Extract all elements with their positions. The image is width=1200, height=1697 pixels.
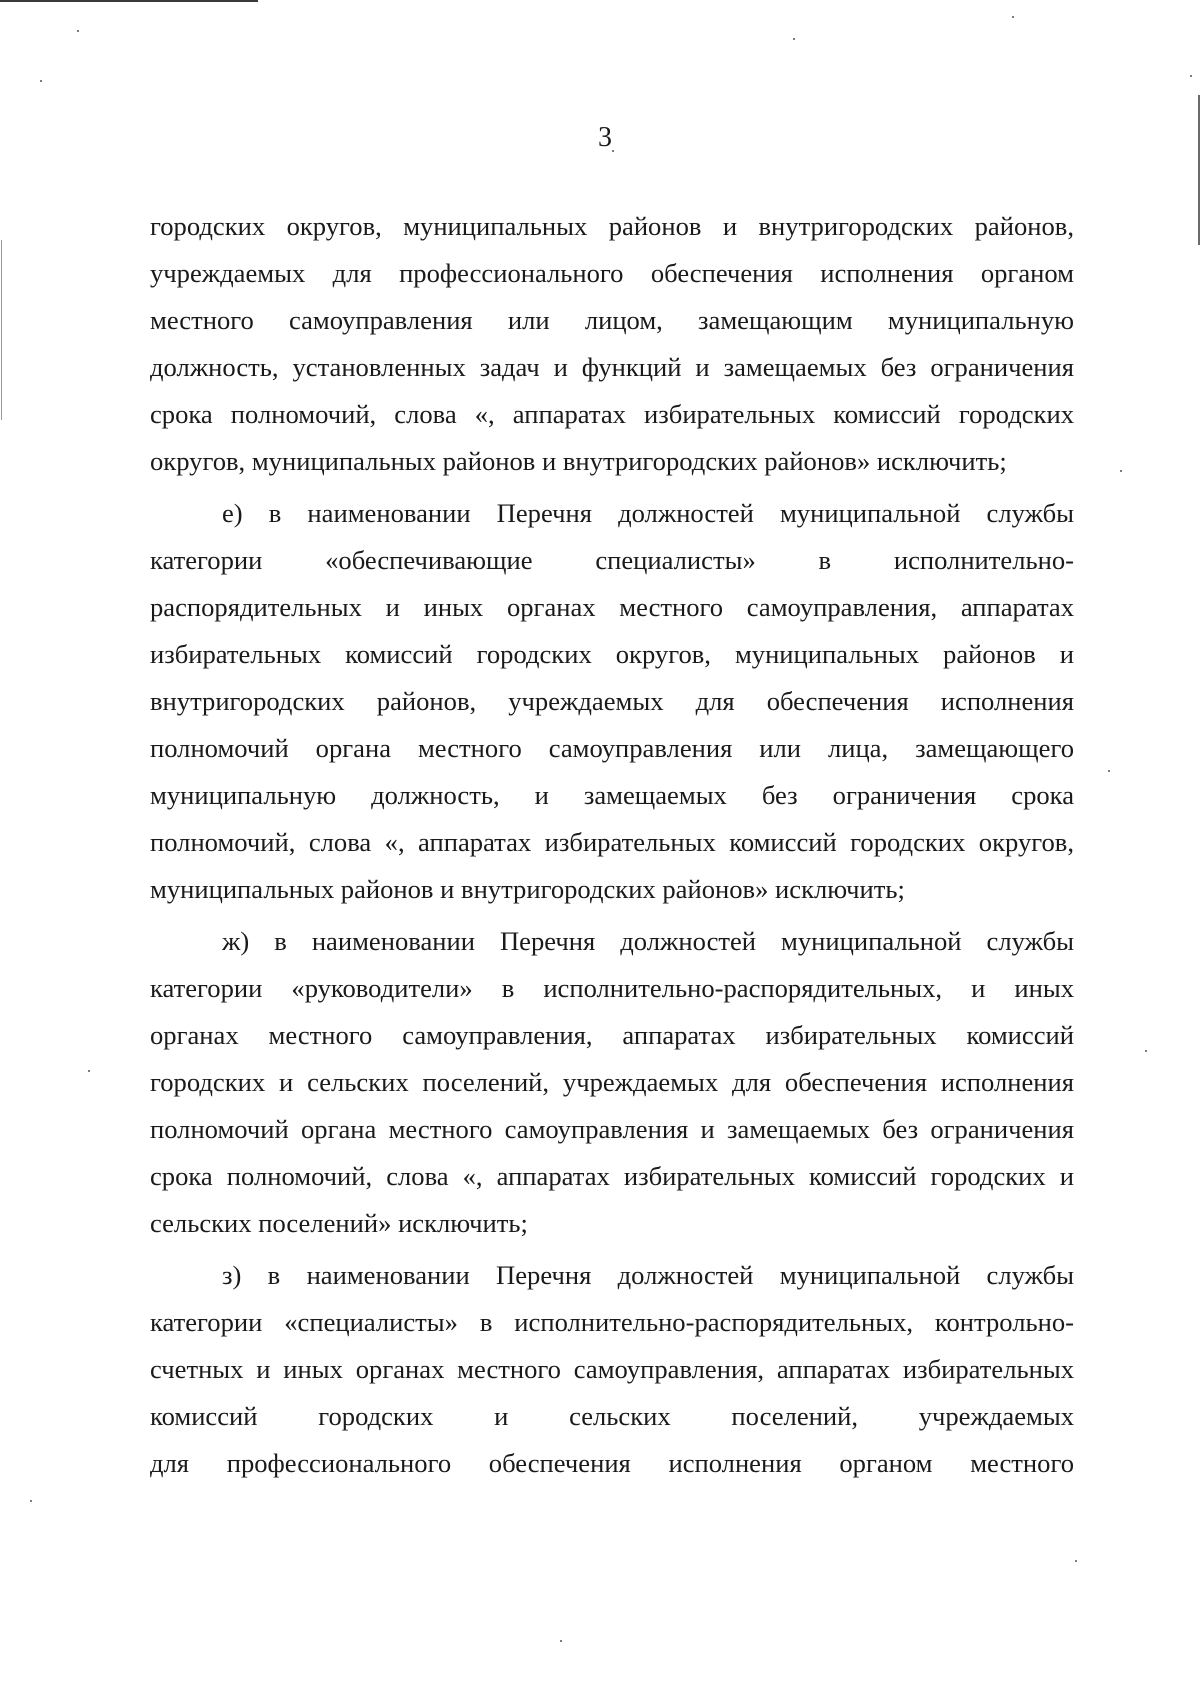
text-line: полномочий, слова «, аппаратах избирательных комиссий городских округов, <box>150 827 1074 857</box>
scan-speck <box>1075 1560 1077 1562</box>
scan-speck <box>30 1500 32 1502</box>
scan-speck <box>88 1070 90 1072</box>
scan-speck <box>40 80 42 82</box>
scan-speck <box>1190 75 1192 77</box>
paragraph <box>150 490 1074 913</box>
scan-speck <box>1145 1050 1147 1052</box>
paragraph <box>150 203 1074 485</box>
text-line: сельских поселений» исключить; <box>150 1208 528 1238</box>
text-line: внутригородских районов, учреждаемых для обеспечения исполнения <box>150 686 1074 716</box>
page-number: 3 <box>598 122 612 153</box>
scan-edge-line <box>1 240 2 420</box>
text-line: срока полномочий, слова «, аппаратах избирательных комиссий городских <box>150 399 1074 429</box>
paragraph <box>150 918 1074 1247</box>
text-line: распорядительных и иных органах местного самоуправления, аппаратах <box>150 592 1074 622</box>
text-line: округов, муниципальных районов и внутригородских районов» исключить; <box>150 446 1007 476</box>
scan-speck <box>77 30 79 32</box>
text-line: избирательных комиссий городских округов, муниципальных районов и <box>150 639 1074 669</box>
text-line: органах местного самоуправления, аппаратах избирательных комиссий <box>150 1020 1074 1050</box>
text-line: е) в наименовании Перечня должностей муниципальной службы <box>222 498 1074 528</box>
paragraph <box>150 1252 1074 1487</box>
text-line: категории «руководители» в исполнительно-распорядительных, и иных <box>150 973 1074 1003</box>
text-line: категории «специалисты» в исполнительно-распорядительных, контрольно- <box>150 1307 1074 1337</box>
text-line: полномочий органа местного самоуправления и замещаемых без ограничения <box>150 1114 1074 1144</box>
scan-speck <box>793 38 795 40</box>
scan-speck <box>560 1640 562 1642</box>
scan-speck <box>1012 16 1014 18</box>
text-line: городских и сельских поселений, учреждаемых для обеспечения исполнения <box>150 1067 1074 1097</box>
body-text <box>150 203 1074 1487</box>
text-line: муниципальную должность, и замещаемых без ограничения срока <box>150 780 1074 810</box>
text-line: срока полномочий, слова «, аппаратах избирательных комиссий городских и <box>150 1161 1074 1191</box>
text-line: муниципальных районов и внутригородских районов» исключить; <box>150 874 905 904</box>
text-line: категории «обеспечивающие специалисты» в исполнительно- <box>150 545 1074 575</box>
text-line: з) в наименовании Перечня должностей муниципальной службы <box>222 1260 1074 1290</box>
text-line: должность, установленных задач и функций и замещаемых без ограничения <box>150 352 1074 382</box>
text-line: комиссий городских и сельских поселений, учреждаемых <box>150 1401 1074 1431</box>
text-line: учреждаемых для профессионального обеспечения исполнения органом <box>150 258 1074 288</box>
text-line: полномочий органа местного самоуправления или лица, замещающего <box>150 733 1074 763</box>
scan-edge-line <box>0 0 258 2</box>
scan-speck <box>1108 770 1110 772</box>
text-line: счетных и иных органах местного самоуправления, аппаратах избирательных <box>150 1354 1074 1384</box>
scan-speck <box>1120 470 1122 472</box>
text-line: местного самоуправления или лицом, замещающим муниципальную <box>150 305 1074 335</box>
text-line: для профессионального обеспечения исполнения органом местного <box>150 1448 1074 1478</box>
text-line: ж) в наименовании Перечня должностей муниципальной службы <box>222 926 1074 956</box>
text-line: городских округов, муниципальных районов и внутригородских районов, <box>150 211 1074 241</box>
